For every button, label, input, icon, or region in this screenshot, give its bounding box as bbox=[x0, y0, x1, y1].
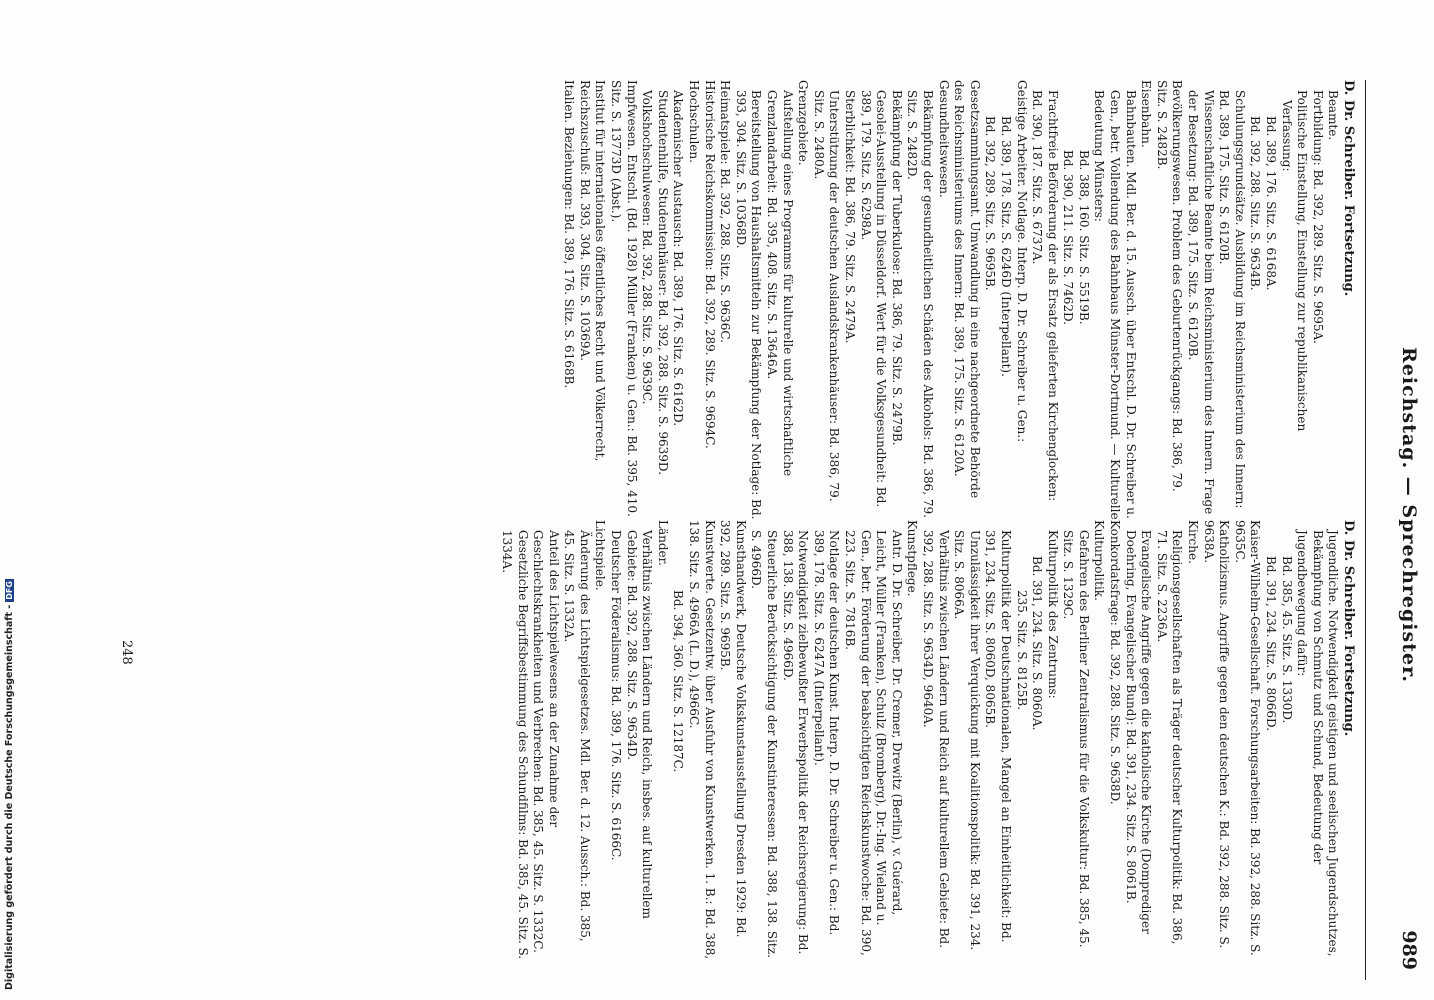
register-entry: Volkshochschulwesen: Bd. 392, 288. Sitz. S. 9639C. bbox=[640, 90, 655, 405]
register-entry: Kunstwerte. Gesetzentw. über Ausfuhr von Kunstwerken. 1. B.: Bd. 388, 138. Sitz. S. 4966A (L. D.), 4966C. bbox=[687, 520, 717, 960]
register-entry: Konkordatsfrage: Bd. 392, 288. Sitz. S. 9638D. bbox=[1108, 520, 1123, 805]
register-entry: Bereitstellung von Haushaltsmitteln zur Bekämpfung der Notlage: Bd. 393, 304. Sitz. S. 10368D. bbox=[733, 90, 764, 520]
register-entry: Notlage der deutschen Kunst. Interp. D. Dr. Schreiber u. Gen.: Bd. 389, 178. Sitz. S. 6247A (Interpellant). bbox=[811, 530, 842, 936]
register-entry: Hochschulen. bbox=[687, 80, 702, 163]
register-entry: Unterstützung der deutschen Auslandskrankenhäuser: Bd. 386, 79. Sitz. S. 2480A. bbox=[811, 90, 842, 502]
register-entry: Kunstpflege. bbox=[905, 520, 920, 597]
register-entry: Bd. 391, 234. Sitz. S. 8060A. bbox=[1030, 556, 1045, 731]
register-entry: Kunsthandwerk, Deutsche Volkskunstausstellung Dresden 1929: Bd. 392, 289. Sitz. S. 9695B. bbox=[718, 520, 748, 938]
register-entry: Bekämpfung der gesundheitlichen Schäden des Alkohols: Bd. 386, 79. Sitz. S. 2482D. bbox=[905, 90, 935, 518]
register-entry: Notwendigkeit zielbewußter Erwerbspolitik der Reichsregierung: Bd. 388, 138. Sitz. S. 4966D. bbox=[780, 530, 811, 955]
register-entry: Bd. 394, 360. Sitz. S. 12187C. bbox=[671, 590, 686, 773]
register-entry: Bd. 385, 45. Sitz. S. 1330D. bbox=[1279, 556, 1294, 724]
register-entry: Änderung des Lichtspielgesetzes. Mdl. Ber. d. 12. Aussch.: Bd. 385, 45. Sitz. S. 1332A. bbox=[562, 530, 592, 942]
register-entry: Frachtfreie Beförderung der als Ersatz gelieferten Kirchenglocken: Bd. 390, 187. Sitz. S. 6737A. bbox=[1030, 90, 1060, 502]
register-entry: Heimatspiele: Bd. 392, 288. Sitz. S. 9636C. bbox=[718, 80, 733, 343]
register-entry: Beamte. bbox=[1326, 90, 1341, 141]
register-entry: Wissenschaftliche Beamte beim Reichsministerium des Innern. Frage der Besetzung: Bd. 389, 175. Sitz. S. 6120B. bbox=[1186, 90, 1216, 515]
register-entry: Anteil des Lichtspielwesens an der Zunahme der Geschlechtskrankheiten und Verbrechen: Bd. 385, 45. Sitz. S. 1332C. bbox=[531, 530, 561, 953]
page-number: 989 bbox=[1398, 930, 1420, 970]
register-entry: Verhältnis zwischen Ländern und Reich, insbes. auf kulturellem Gebiete: Bd. 392, 288. Sitz. S. 9634D. bbox=[624, 530, 655, 919]
register-entry: Antr. D. Dr. Schreiber, Dr. Cremer, Drewitz (Berlin), v. Guérard, Leicht, Müller (Franken), Schulz (Bromberg), Dr.-Ing. Wieland u. Gen., betr. Förderung der beabsichtigten Reichskunstwoche: Bd. 390, 223. Sitz. S. 7816B. bbox=[843, 530, 904, 956]
register-entry: Steuerliche Berücksichtigung der Kunstinteressen: Bd. 388, 138. Sitz. S. 4966D. bbox=[749, 530, 780, 958]
register-column-right bbox=[498, 520, 1356, 960]
register-entry: Gesundheitswesen. bbox=[936, 80, 951, 198]
register-entry: Gesetzsammlungsamt. Umwandlung in eine nachgeordnete Behörde des Reichsministeriums des Innern: Bd. 389, 175. Sitz. S. 6120A. bbox=[952, 80, 982, 499]
register-entry: Religionsgesellschaften als Träger deutscher Kulturpolitik: Bd. 386, 71. Sitz. S. 2236A. bbox=[1154, 530, 1185, 945]
register-entry: Gefahren des Berliner Zentralismus für die Volkskultur: Bd. 385, 45. Sitz. S. 1329C. bbox=[1061, 530, 1091, 948]
register-entry: Verhältnis zwischen Ländern und Reich auf kulturellem Gebiete: Bd. 392, 288. Sitz. S. 9634D, 9640A. bbox=[920, 530, 951, 949]
register-entry: Grenzgebiete. bbox=[796, 80, 811, 166]
register-entry: Jugendliche. Notwendigkeit geistigen und seelischen Jugendschutzes, Bekämpfung von Schmutz und Schund, Bedeutung der Jugendbewegung dafür: bbox=[1295, 530, 1341, 957]
register-entry: Aufstellung eines Programms für kulturelle und wirtschaftliche Grenzlandarbeit: Bd. 395, 408. Sitz. S. 13646A. bbox=[765, 90, 795, 477]
register-entry: Kulturpolitik der Deutschnationalen, Mangel an Einheitlichkeit: Bd. 391, 234. Sitz. S. 8060D, 8065B. bbox=[983, 530, 1013, 943]
register-entry: Bd. 391, 234. Sitz. S. 8066D. bbox=[1264, 556, 1279, 731]
register-entry: Bevölkerungswesen. Problem des Geburtenrückgangs: Bd. 386, 79. Sitz. S. 2482B. bbox=[1154, 80, 1185, 492]
register-entry: Eisenbahn. bbox=[1139, 80, 1154, 148]
register-entry: Kaiser-Wilhelm-Gesellschaft. Forschungsarbeiten: Bd. 392, 288. Sitz. S. 9635C. bbox=[1232, 520, 1263, 956]
register-entry: Länder. bbox=[655, 520, 670, 566]
register-entry: Geistige Arbeiter. Notlage. Interp. D. Dr. Schreiber u. Gen.: bbox=[1014, 80, 1029, 443]
register-entry: Institut für internationales öffentliches Recht und Völkerrecht, Reichszuschuß: Bd. 393, 304. Sitz. S. 10369A. bbox=[577, 80, 608, 462]
register-entry: Politische Einstellung, Einstellung zur republikanischen bbox=[1295, 90, 1310, 432]
page-header bbox=[1386, 60, 1426, 970]
register-entry: Italien. Beziehungen: Bd. 389, 176. Sitz. S. 6168B. bbox=[562, 80, 577, 389]
register-entry: Akademischer Austausch: Bd. 389, 176. Sitz. S. 6162D. bbox=[671, 90, 686, 427]
register-entry: Bahnbauten. Mdl. Ber. d. 15. Aussch. über Entschl. D. Dr. Schreiber u. Gen., betr. Vollendung des Bahnbaus Münster-Dortmund. — Kulturelle Bedeutung Münsters: bbox=[1092, 90, 1138, 520]
register-entry: Lichtspiele. bbox=[593, 520, 608, 591]
register-entry: Bd. 389, 176. Sitz. S. 6168A. bbox=[1264, 116, 1279, 291]
register-entry: Impfwesen. Entschl. (Bd. 1928) Müller (Franken) u. Gen.: Bd. 395, 410. Sitz. S. 13773D (Abst.). bbox=[609, 80, 639, 517]
register-entry: Bd. 392, 288. Sitz. S. 9634B. bbox=[1248, 116, 1263, 291]
register-entry: Gesetzliche Begriffsbestimmung des Schundfilms: Bd. 385, 45. Sitz. S. 1334A. bbox=[499, 530, 530, 960]
register-entry: Kulturpolitik des Zentrums: bbox=[1045, 530, 1060, 699]
register-entry: Bd. 390, 211. Sitz. S. 7462D. bbox=[1061, 150, 1076, 325]
register-entry: Bd. 392, 289. Sitz. S. 9695B. bbox=[983, 116, 998, 291]
digitization-credit bbox=[4, 579, 15, 990]
folio-number: 248 bbox=[119, 640, 134, 665]
register-entry: 235. Sitz. S. 8125B. bbox=[1014, 590, 1029, 710]
register-entry: Bekämpfung der Tuberkulose: Bd. 386, 79. Sitz. S. 2479B. bbox=[889, 90, 904, 446]
register-entry: Kirche. bbox=[1186, 520, 1201, 564]
register-entry: Historische Reichskommission: Bd. 392, 289. Sitz. S. 9694C. bbox=[702, 80, 717, 449]
register-entry: Unzulässigkeit ihrer Verquickung mit Koalitionspolitik: Bd. 391, 234. Sitz. S. 8066A. bbox=[952, 530, 982, 951]
register-column-left bbox=[561, 80, 1356, 520]
register-entry: Gesolei-Ausstellung in Düsseldorf. Wert für die Volksgesundheit: Bd. 389, 179. Sitz. S. 6298A. bbox=[858, 90, 889, 508]
register-entry: Bd. 388, 160. Sitz. S. 5519B. bbox=[1076, 150, 1091, 325]
register-entry: Sterblichkeit: Bd. 386, 79. Sitz. S. 2479A. bbox=[843, 90, 857, 344]
register-entry: Fortbildung: Bd. 392, 289. Sitz. S. 9695A. bbox=[1310, 90, 1325, 344]
register-entry: Studentenhilfe, Studentenhäuser: Bd. 392, 288. Sitz. S. 9639D. bbox=[655, 90, 670, 475]
speaker-heading: D. Dr. Schreiber. Fortsetzung. bbox=[1341, 80, 1356, 297]
register-entry: Bd. 389, 178. Sitz. S. 6246D (Interpellant). bbox=[998, 116, 1013, 377]
register-entry: Katholizismus. Angriffe gegen den deutschen K.: Bd. 392, 288. Sitz. S. 9638A. bbox=[1201, 520, 1232, 949]
register-entry: Schulungsgrundsätze. Ausbildung im Reichsministerium des Innern: Bd. 389, 175. Sitz. S. 6120B. bbox=[1217, 90, 1247, 509]
page-title: Reichstag. — Sprechregister. bbox=[1398, 347, 1420, 683]
register-entry: Kulturpolitik. bbox=[1092, 520, 1107, 601]
dfg-logo: DFG bbox=[5, 581, 14, 600]
header-rule bbox=[1365, 80, 1366, 980]
speaker-heading: D. Dr. Schreiber. Fortsetzung. bbox=[1341, 520, 1356, 737]
register-entry: Verfassung: bbox=[1279, 100, 1294, 172]
register-entry: Evangelische Angriffe gegen die katholische Kirche (Domprediger Doehring, Evangelischer Bund): Bd. 391, 234. Sitz. S. 8061B. bbox=[1123, 530, 1154, 934]
credit-text: Digitalisierung gefördert durch die Deutsche Forschungsgemeinschaft - bbox=[4, 604, 15, 990]
register-entry: Deutscher Föderalismus: Bd. 389, 176. Sitz. S. 6166C. bbox=[609, 530, 624, 861]
